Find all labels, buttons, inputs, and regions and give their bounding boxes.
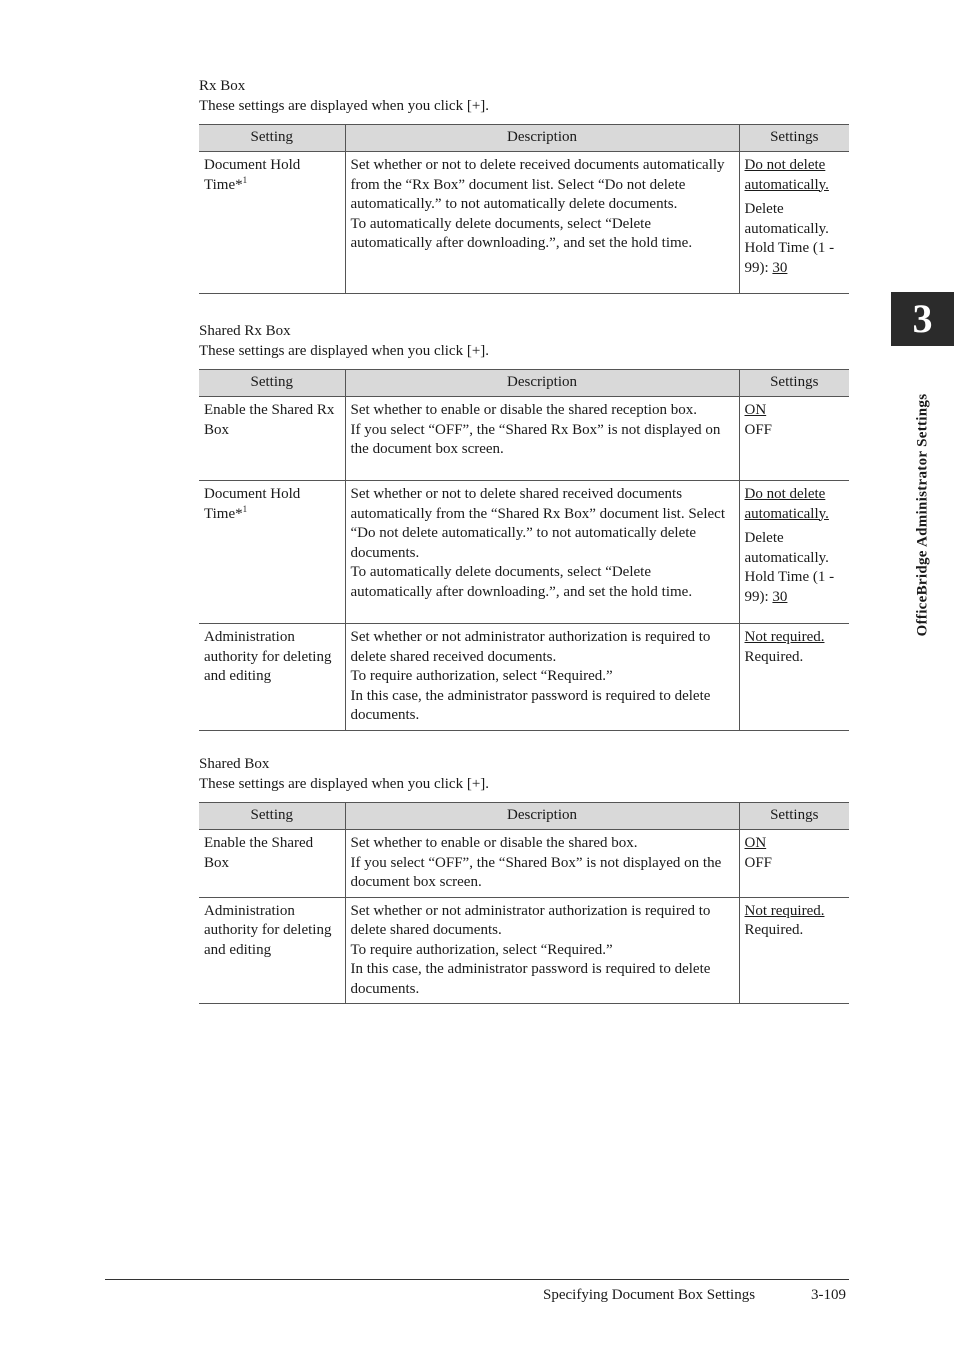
chapter-side-label: OfficeBridge Administrator Settings [914,393,931,637]
setting-cell [199,481,345,624]
table-row [199,397,849,481]
column-header-settings: Settings [739,370,849,397]
hold-time-default: 30 [772,259,788,276]
setting-cell [199,152,345,294]
table-header-row [199,125,849,152]
settings-table-rx-box [199,124,849,294]
setting-name: Document Hold Time* [204,157,301,193]
setting-name: Administration authority for deleting and editing [204,629,332,684]
setting-cell [199,897,345,1004]
default-option: Do not delete automatically. [744,486,829,522]
column-header-setting: Setting [199,370,345,397]
description-cell [345,624,739,731]
settings-cell [739,397,849,481]
table-header-row [199,803,849,830]
hold-time-default: 30 [772,588,788,605]
table-row [199,897,849,1004]
settings-cell [739,481,849,624]
alternate-option: Delete automatically. Hold Time (1 - 99): 30 [744,530,835,605]
settings-cell [739,624,849,731]
column-header-setting: Setting [199,803,345,830]
section-shared-rx-box [199,322,849,731]
description-text: Set whether to enable or disable the shared reception box. If you select “OFF”, the “Shared Rx Box” is not displayed on the document box screen. [350,402,721,457]
footer-title: Specifying Document Box Settings [543,1287,756,1303]
description-text: Set whether or not to delete shared received documents automatically from the “Shared Rx Box” document list. Select “Do not delete automatically.” to not automatically delete documents. To automatically delete documents, select “Delete automatically after downloading.”, and set the hold time. [350,486,725,600]
setting-cell [199,830,345,898]
settings-cell [739,897,849,1004]
setting-name: Document Hold Time* [204,486,301,522]
footnote-marker: 1 [242,174,248,185]
default-option: Not required. [744,629,825,645]
default-option: ON [744,835,767,851]
table-row [199,830,849,898]
column-header-settings: Settings [739,125,849,152]
description-cell [345,397,739,481]
table-header-row [199,370,849,397]
table-row [199,481,849,624]
section-description: These settings are displayed when you click [+]. [199,97,490,114]
description-cell [345,481,739,624]
section-title: Shared Rx Box [199,323,291,339]
description-text: Set whether to enable or disable the shared box. If you select “OFF”, the “Shared Box” is not displayed on the document box screen. [350,835,722,890]
description-text: Set whether or not to delete received documents automatically from the “Rx Box” document list. Select “Do not delete automatically.” to not automatically delete documents. To automatically delete documents, select “Delete automatically after downloading.”, and set the hold time. [350,157,725,251]
page-number: 3-109 [811,1287,846,1303]
column-header-settings: Settings [739,803,849,830]
table-row [199,624,849,731]
column-header-description: Description [345,125,739,152]
alternate-option: OFF [744,421,773,438]
setting-name: Enable the Shared Rx Box [204,402,335,438]
column-header-description: Description [345,803,739,830]
table-row [199,152,849,294]
alternate-option: Required. [744,648,804,665]
settings-table-shared-rx-box [199,369,849,731]
column-header-setting: Setting [199,125,345,152]
setting-cell [199,624,345,731]
description-cell [345,152,739,294]
section-shared-box [199,755,849,1004]
description-text: Set whether or not administrator authorization is required to delete shared documents. To require authorization, select “Required.” In this case, the administrator password is required to delete documents. [350,902,711,997]
footnote-marker: 1 [242,503,248,514]
setting-cell [199,397,345,481]
section-description: These settings are displayed when you click [+]. [199,775,490,792]
setting-name: Enable the Shared Box [204,835,314,871]
alternate-option: Required. [744,922,804,938]
column-header-description: Description [345,370,739,397]
setting-name: Administration authority for deleting and editing [204,902,332,958]
description-text: Set whether or not administrator authorization is required to delete shared received documents. To require authorization, select “Required.” In this case, the administrator password is required to delete documents. [350,629,711,723]
settings-cell [739,830,849,898]
alternate-option: Delete automatically. Hold Time (1 - 99): 30 [744,201,835,276]
description-cell [345,830,739,898]
chapter-number-tab: 3 [891,292,954,346]
default-option: Do not delete automatically. [744,157,829,193]
footer-divider [105,1279,849,1280]
description-cell [345,897,739,1004]
settings-cell [739,152,849,294]
section-title: Rx Box [199,78,246,94]
settings-table-shared-box [199,802,849,1004]
alternate-option: OFF [744,854,773,871]
section-title: Shared Box [199,756,270,772]
section-description: These settings are displayed when you click [+]. [199,342,490,359]
default-option: ON [744,402,767,418]
section-rx-box [199,77,849,294]
default-option: Not required. [744,902,825,919]
